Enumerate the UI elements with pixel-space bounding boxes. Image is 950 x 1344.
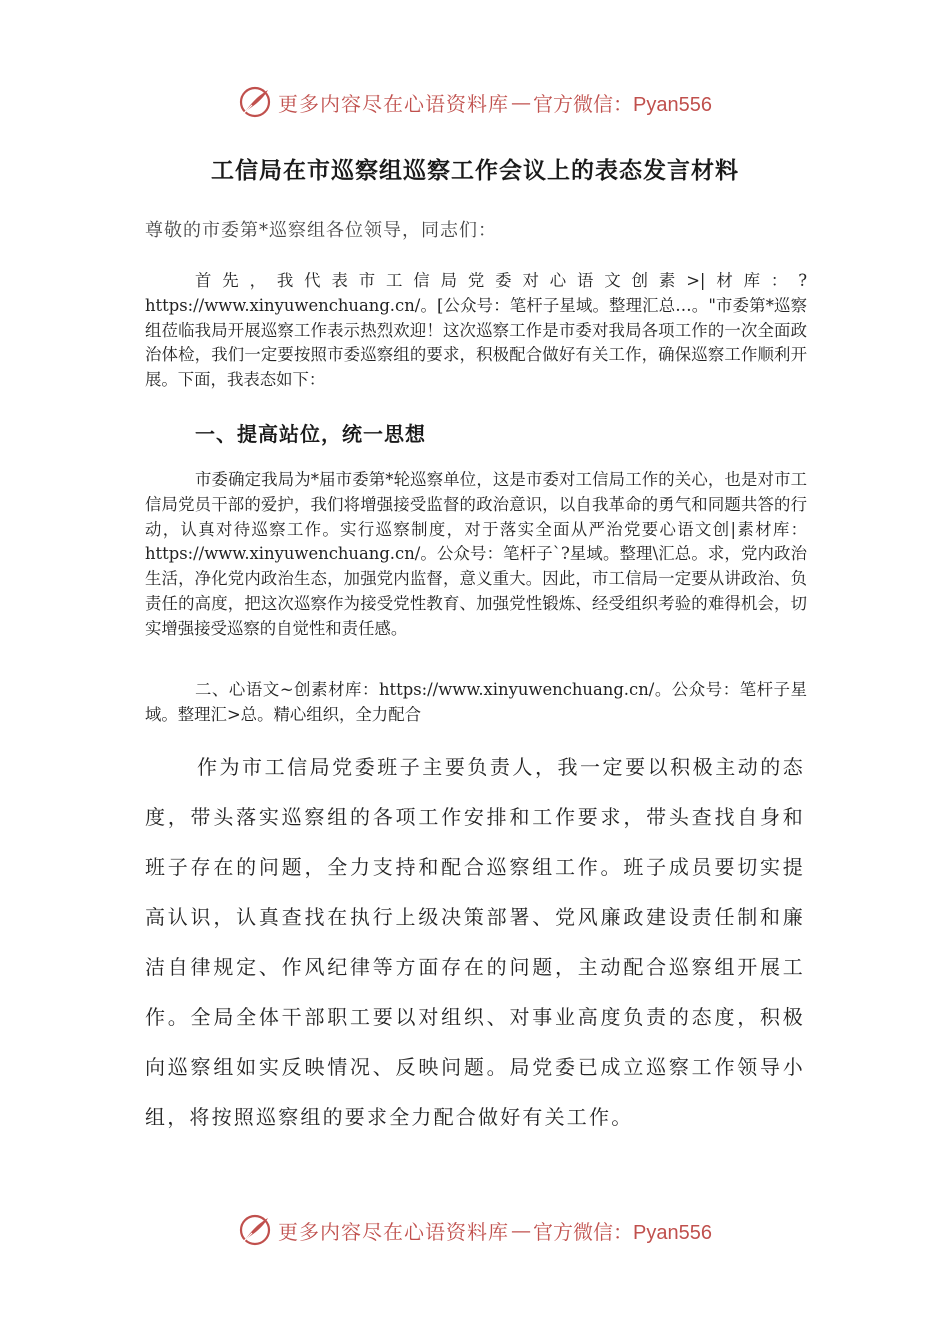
salutation: 尊敬的市委第*巡察组各位领导，同志们： bbox=[145, 220, 497, 241]
section-2-body: 作为市工信局党委班子主要负责人，我一定要以积极主动的态度，带头落实巡察组的各项工作安排和工作要求，带头查找自身和班子存在的问题，全力支持和配合巡察组工作。班子成员要切实提高认识，认真查找在执行上级决策部署、党风廉政建设责任制和廉洁自律规定、作风纪律等方面存在的问题，主动配合巡察组开展工作。全局全体干部职工要以对组织、对事业高度负责的态度，积极向巡察组如实反映情况、反映问题。局党委已成立巡察工作领导小组，将按照巡察组的要求全力配合做好有关工作。 bbox=[145, 755, 805, 1129]
banner-text: 更多内容尽在心语资料库 bbox=[278, 91, 510, 116]
section-2-heading: 二、心语文~创素材库：https://www.xinyuwenchuang.cn/。公众号：笔杆子星域。整理汇>总。精心组织，全力配合 bbox=[145, 680, 807, 724]
section-1-body: 市委确定我局为*届市委第*轮巡察单位，这是市委对工信局工作的关心，也是对市工信局党员干部的爱护，我们将增强接受监督的政治意识，以自我革命的勇气和同题共答的行动，认真对待巡察工作。实行巡察制度，对于落实全面从严治党要心语文创|素材库：https://www.xinyuwenchuang.cn/。公众号：笔杆子`?星域。整理\汇总。求，党内政治生活，净化党内政治生态，加强党内监督，意义重大。因此，市工信局一定要从讲政治、负责任的高度，把这次巡察作为接受党性教育、加强党性锻炼、经受组织考验的难得机会，切实增强接受巡察的自觉性和责任感。 bbox=[145, 470, 807, 638]
banner-wechat: 官方微信：Pyan556 bbox=[533, 93, 712, 116]
banner-separator: — bbox=[511, 1218, 532, 1242]
banner-text: 更多内容尽在心语资料库 bbox=[278, 1219, 510, 1244]
intro-paragraph: 首先，我代表市工信局党委对心语文创素>|材库：?https://www.xinyuwenchuang.cn/。[公众号：笔杆子星域。整理汇总…。"市委第*巡察组莅临我局开展巡察工作表示热烈欢迎！这次巡察工作是市委对我局各项工作的一次全面政治体检，我们一定要按照市委巡察组的要求，积极配合做好有关工作，确保巡察工作顺利开展。下面，我表态如下： bbox=[145, 271, 807, 390]
footer-banner bbox=[0, 1210, 950, 1250]
header-banner bbox=[0, 82, 950, 122]
banner-wechat: 官方微信：Pyan556 bbox=[533, 1221, 712, 1244]
banner-separator: — bbox=[511, 90, 532, 114]
document-title: 工信局在市巡察组巡察工作会议上的表态发言材料 bbox=[211, 157, 739, 184]
section-1-heading: 一、提高站位，统一思想 bbox=[195, 422, 426, 446]
quill-logo-icon bbox=[238, 85, 272, 119]
quill-logo-icon bbox=[238, 1213, 272, 1247]
